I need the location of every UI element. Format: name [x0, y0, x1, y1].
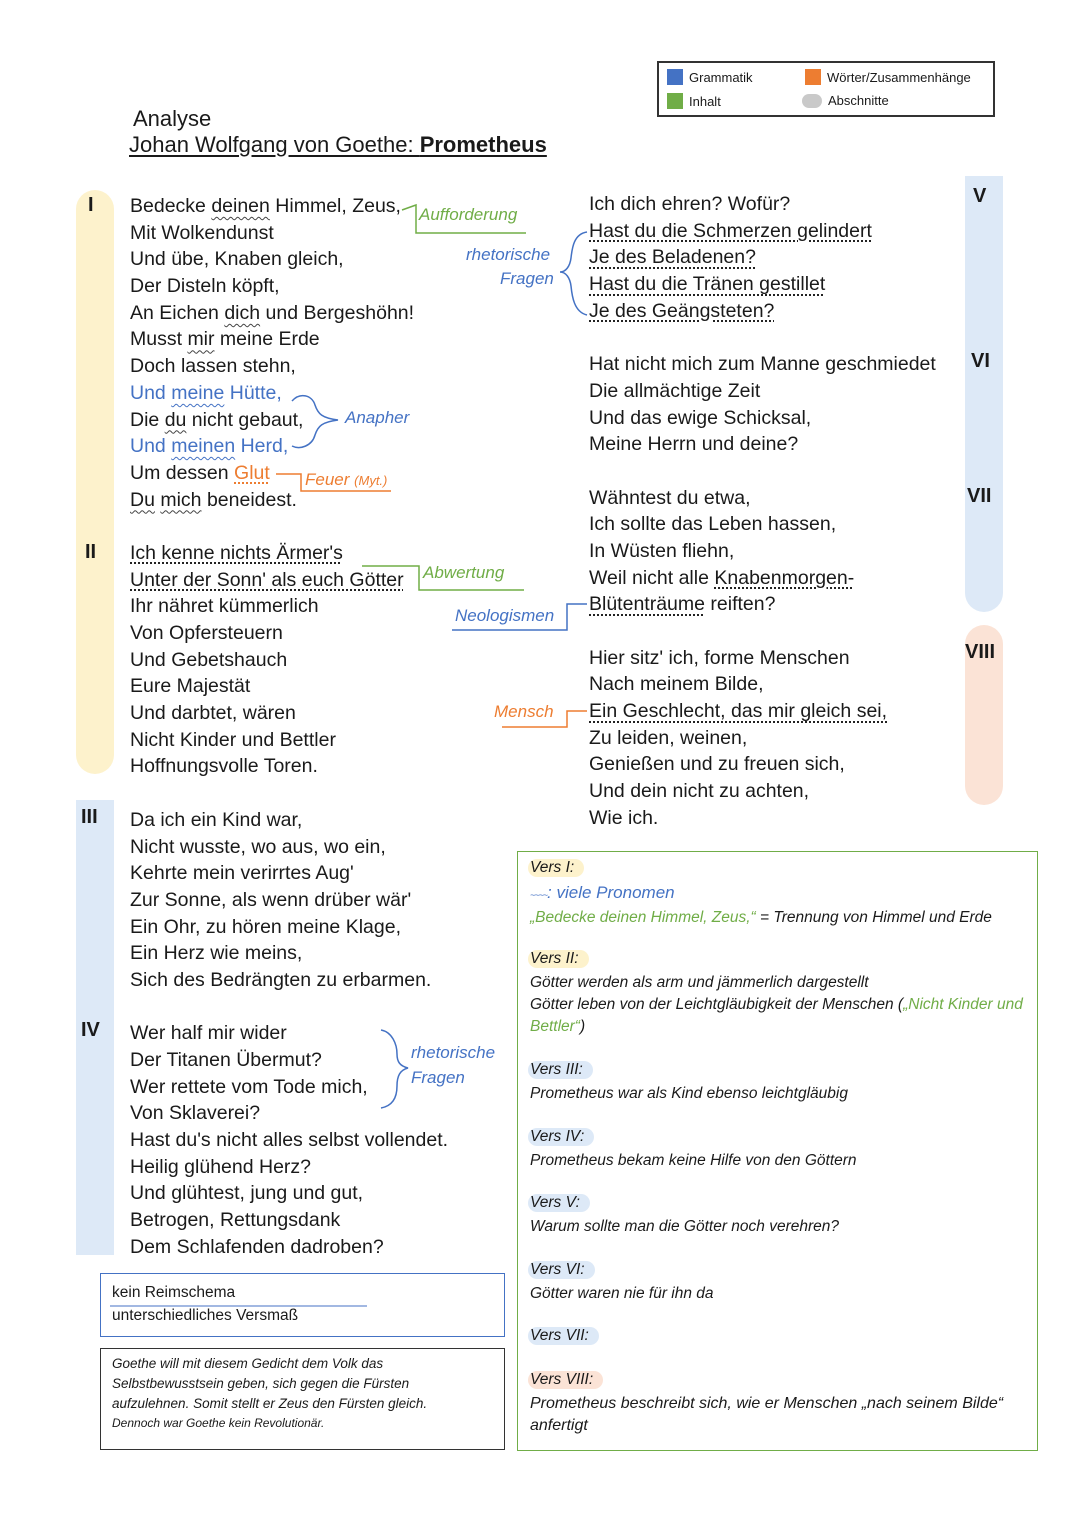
poem-line: Meine Herrn und deine?	[589, 433, 799, 456]
brace-rhetorische-fragen-right	[560, 232, 587, 315]
text: Himmel, Zeus,	[269, 195, 401, 217]
highlighted-text: Je des Beladenen?	[589, 246, 756, 269]
summary-label-vers-5: Vers V:	[528, 1194, 590, 1212]
section-number-IV: IV	[81, 1019, 100, 1041]
summary-label-vers-3: Vers III:	[528, 1061, 593, 1079]
summary-label-vers-2: Vers II:	[528, 950, 589, 968]
poem-line: Wähntest du etwa,	[589, 486, 751, 509]
summary-text-vers-4: Prometheus bekam keine Hilfe von den Göttern	[530, 1152, 857, 1169]
legend-label: Abschnitte	[828, 93, 889, 108]
poem-line: Ich dich ehren? Wofür?	[589, 193, 791, 215]
poem-line: Doch lassen stehn,	[130, 355, 296, 378]
summary-label-vers-1: Vers I:	[528, 859, 584, 877]
annotation-fragen-2: Fragen	[411, 1068, 465, 1087]
pronoun: mir	[187, 328, 215, 351]
text: und Bergeshöhn!	[260, 301, 415, 324]
summary-text-vers-2	[530, 972, 1025, 1038]
poem-line: Zur Sonne, als wenn drüber wär'	[130, 888, 412, 911]
pronoun: meinen	[171, 435, 236, 458]
text: reiften?	[704, 593, 776, 616]
neologism: Knabenmorgen-	[714, 566, 855, 589]
summary-label-vers-7: Vers VII:	[528, 1327, 599, 1345]
pronoun: du	[164, 408, 187, 431]
subtitle-poem: Prometheus	[419, 132, 547, 157]
summary-label-vers-8: Vers VIII:	[528, 1371, 603, 1389]
summary-text-vers-5: Warum sollte man die Götter noch verehren?	[530, 1218, 840, 1235]
highlighted-text: Ich kenne nichts Ärmer's	[130, 541, 343, 564]
summary-line	[530, 907, 1025, 929]
poem-line: Wer half mir wider	[130, 1022, 287, 1045]
summary-text: = Trennung von Himmel und Erde	[755, 909, 992, 926]
neologism: Blütenträume	[589, 593, 705, 616]
poem-line: Hat nicht mich zum Manne geschmiedet	[589, 353, 936, 376]
annotation-anapher: Anapher	[345, 408, 410, 427]
text: Bedecke	[130, 195, 212, 217]
section-number-III: III	[81, 806, 98, 828]
highlighted-text: Unter der Sonn' als euch Götter	[130, 568, 404, 591]
text: Um dessen	[130, 461, 235, 484]
annotation-aufforderung: Aufforderung	[419, 205, 518, 224]
section-number-VI: VI	[971, 350, 990, 372]
conclusion-line: aufzulehnen. Somit stellt er Zeus den Fürsten gleich.	[112, 1396, 428, 1411]
annotation-fragen-1: Fragen	[500, 269, 554, 288]
pronoun: mich	[160, 488, 202, 511]
poem-line: Von Sklaverei?	[130, 1102, 261, 1125]
subtitle-author: Johan Wolfgang von Goethe:	[129, 132, 420, 157]
summary-text-vers-3: Prometheus war als Kind ebenso leichtgläubig	[530, 1085, 848, 1102]
poem-line: Ein Ohr, zu hören meine Klage,	[130, 915, 401, 938]
form-box-line: unterschiedliches Versmaß	[112, 1307, 299, 1324]
summary-quote: „Nicht Kinder und Bettler“	[530, 996, 1023, 1035]
text: meine Erde	[214, 328, 320, 351]
poem-line: Dem Schlafenden dadroben?	[130, 1235, 384, 1258]
text: Und	[130, 381, 172, 404]
summary-text-vers-6: Götter waren nie für ihn da	[530, 1285, 714, 1302]
annotation-feuer-main: Feuer	[305, 470, 350, 489]
text: Die	[130, 408, 165, 431]
section-number-VIII: VIII	[965, 641, 996, 663]
summary-line	[530, 881, 1025, 907]
poem-line: Ein Herz wie meins,	[130, 942, 303, 965]
brace-rhetorische-fragen-left	[381, 1030, 408, 1108]
poem-line: Kehrte mein verirrtes Aug'	[130, 862, 354, 885]
section-number-II: II	[85, 541, 97, 563]
poem-line: Ich sollte das Leben hassen,	[589, 513, 837, 536]
poem-line: Sich des Bedrängten zu erbarmen.	[130, 968, 432, 991]
highlighted-text: Hast du die Schmerzen gelindert	[589, 219, 872, 242]
text: Weil nicht alle	[589, 566, 715, 589]
section-number-I: I	[88, 194, 94, 216]
poem-line: Genießen und zu freuen sich,	[589, 753, 845, 776]
text: nicht gebaut,	[186, 408, 304, 431]
poem-line: Der Disteln köpft,	[130, 275, 280, 298]
highlighted-text: Ein Geschlecht, das mir gleich sei,	[589, 700, 888, 723]
legend-label: Inhalt	[689, 93, 721, 109]
page-title: Analyse	[133, 106, 212, 131]
poem-line: Hoffnungsvolle Toren.	[130, 755, 318, 778]
poem-line: Von Opfersteuern	[130, 622, 283, 644]
wavy-symbol: ~~~~	[530, 890, 548, 900]
summary-quote: „Bedecke deinen Himmel, Zeus,“	[530, 909, 756, 926]
conclusion-box	[100, 1348, 505, 1450]
conclusion-line: Goethe will mit diesem Gedicht dem Volk das	[112, 1356, 384, 1371]
poem-line: Und das ewige Schicksal,	[589, 406, 812, 429]
poem-line: Da ich ein Kind war,	[130, 808, 303, 831]
annotation-mensch: Mensch	[494, 702, 554, 721]
annotation-feuer-sub: (Myt.)	[354, 473, 388, 488]
poem-line: Zu leiden, weinen,	[589, 726, 748, 749]
poem-line: Der Titanen Übermut?	[130, 1049, 322, 1071]
annotation-rhetorische-2: rhetorische	[411, 1043, 496, 1062]
summary-line: Götter werden als arm und jämmerlich dargestellt	[530, 974, 869, 991]
summary-label-vers-4: Vers IV:	[528, 1128, 594, 1146]
poem-line: Nach meinem Bilde,	[589, 673, 764, 696]
legend-label: Grammatik	[689, 69, 753, 85]
poem-line: Hier sitz' ich, forme Menschen	[589, 646, 850, 669]
legend-label: Wörter/Zusammenhänge	[827, 69, 971, 85]
conclusion-line: Selbstbewusstsein geben, sich gegen die Fürsten	[112, 1376, 410, 1391]
highlighted-text: Hast du die Tränen gestillet	[589, 273, 826, 296]
text: Musst	[130, 328, 188, 351]
annotation-rhetorische-1: rhetorische	[466, 245, 551, 264]
annotation-neologismen: Neologismen	[455, 606, 555, 625]
poem-line: Wie ich.	[589, 806, 659, 829]
summary-line	[530, 994, 1025, 1038]
summary-text-vers-1	[530, 881, 1025, 929]
pronoun: deinen	[211, 195, 270, 217]
poem-line: Mit Wolkendunst	[130, 221, 274, 244]
text: beneidest.	[201, 488, 297, 511]
summary-text: Götter leben von der Leichtgläubigkeit der Menschen (	[530, 996, 904, 1013]
poem-line: Eure Majestät	[130, 675, 251, 698]
summary-pronouns: : viele Pronomen	[547, 883, 675, 902]
poem-line: Wer rettete vom Tode mich,	[130, 1075, 368, 1098]
poem-line: Die allmächtige Zeit	[589, 379, 761, 402]
summary-text-vers-8: Prometheus beschreibt sich, wie er Menschen „nach seinem Bilde“ anfertigt	[530, 1395, 1004, 1434]
section-number-VII: VII	[967, 485, 992, 507]
text: Und	[130, 435, 172, 458]
poem-line: Heilig glühend Herz?	[130, 1155, 312, 1178]
pronoun: meine	[171, 381, 225, 404]
poem-line: Ihr nähret kümmerlich	[130, 595, 319, 618]
text: Hütte,	[224, 381, 282, 404]
pronoun: Du	[130, 488, 155, 511]
poem-line: Und glühtest, jung und gut,	[130, 1182, 364, 1205]
conclusion-line: Dennoch war Goethe kein Revolutionär.	[112, 1416, 325, 1430]
poem-line: Nicht Kinder und Bettler	[130, 728, 336, 751]
poem-line: Betrogen, Rettungsdank	[130, 1209, 341, 1232]
poem-line: Nicht wusste, wo aus, wo ein,	[130, 835, 386, 858]
poem-line: Und darbtet, wären	[130, 702, 296, 725]
highlighted-text: Je des Geängsteten?	[589, 299, 775, 322]
text: Herd,	[235, 435, 289, 458]
summary-label-vers-6: Vers VI:	[528, 1261, 595, 1279]
keyword-glut: Glut	[234, 461, 270, 484]
section-number-V: V	[973, 185, 987, 207]
annotation-abwertung: Abwertung	[423, 563, 505, 582]
brace-anapher	[292, 396, 338, 448]
annotation-feuer	[305, 470, 387, 490]
form-box-line: kein Reimschema	[112, 1284, 236, 1301]
summary-text: )	[579, 1018, 586, 1035]
poem-line: Hast du's nicht alles selbst vollendet.	[130, 1129, 449, 1152]
pronoun: dich	[224, 301, 261, 324]
poem-line: In Wüsten fliehn,	[589, 539, 735, 562]
text: An Eichen	[130, 301, 225, 324]
poem-line: Und übe, Knaben gleich,	[130, 248, 344, 271]
form-box	[100, 1273, 505, 1337]
poem-line: Und dein nicht zu achten,	[589, 780, 810, 803]
summary-box	[517, 851, 1038, 1451]
poem-line: Und Gebetshauch	[130, 648, 288, 671]
